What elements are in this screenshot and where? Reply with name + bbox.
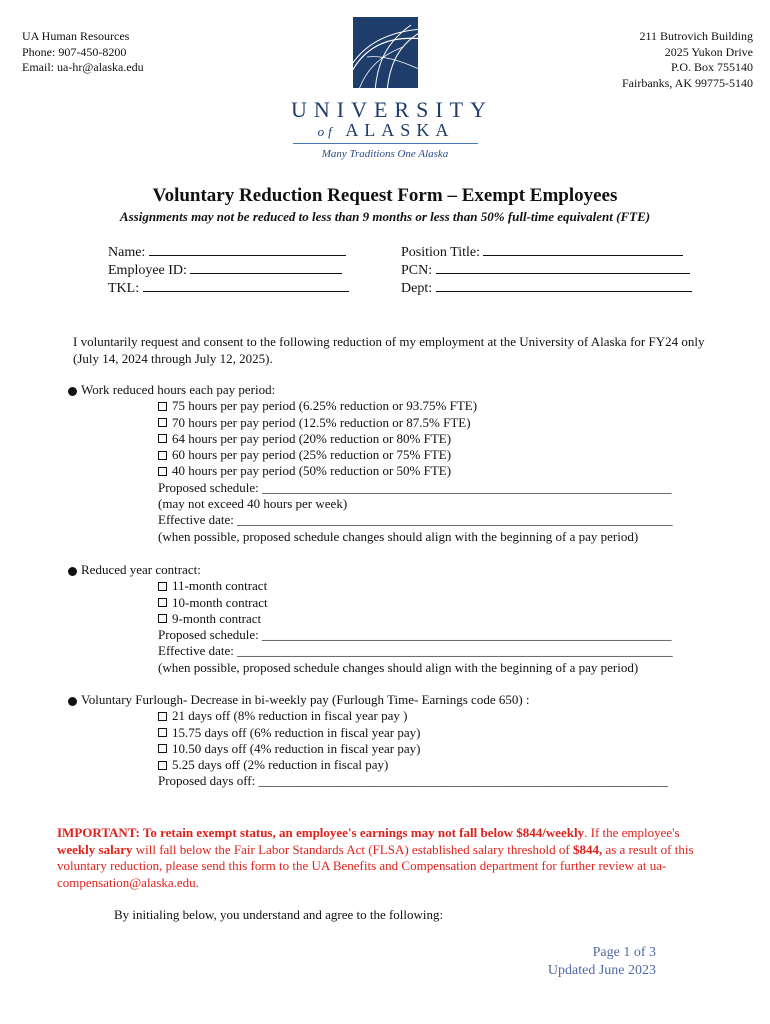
hours-option-label: 40 hours per pay period (50% reduction or 50% FTE) xyxy=(172,463,452,479)
hours-note-align: (when possible, proposed schedule changes should align with the beginning of a pay period) xyxy=(158,528,639,544)
hours-note-max: (may not exceed 40 hours per week) xyxy=(158,496,348,512)
contract-option-label: 9-month contract xyxy=(172,610,262,626)
checkbox[interactable] xyxy=(158,614,167,623)
hr-contact-block xyxy=(22,29,144,76)
hours-proposed-schedule[interactable]: Proposed schedule: _______________________________________________________________ xyxy=(158,479,672,495)
checkbox[interactable] xyxy=(158,744,167,753)
updated-date: Updated June 2023 xyxy=(547,963,656,978)
important-notice xyxy=(57,825,717,891)
position-title-field[interactable] xyxy=(401,243,683,262)
address-city: Fairbanks, AK 99775-5140 xyxy=(622,75,753,90)
logo-emblem xyxy=(353,17,418,88)
address-street: 2025 Yukon Drive xyxy=(664,44,753,59)
hours-option[interactable] xyxy=(68,463,748,479)
page-number: Page 1 of 3 xyxy=(592,945,656,960)
checkbox[interactable] xyxy=(158,467,167,476)
reduced-hours-heading[interactable] xyxy=(68,382,748,398)
important-amount: $844, xyxy=(572,841,603,857)
form-subtitle: Assignments may not be reduced to less than 9 months or less than 50% full-time equivalent (FTE) xyxy=(119,209,651,224)
checkbox[interactable] xyxy=(158,451,167,460)
name-label: Name: xyxy=(108,245,146,260)
reduced-year-section xyxy=(68,562,748,676)
furlough-option-label: 15.75 days off (6% reduction in fiscal year pay) xyxy=(172,724,421,740)
hours-option-label: 70 hours per pay period (12.5% reduction or 87.5% FTE) xyxy=(172,414,471,430)
furlough-option[interactable] xyxy=(68,757,748,773)
hours-option-label: 64 hours per pay period (20% reduction or 80% FTE) xyxy=(172,430,452,446)
important-text-3: as a result of this voluntary reduction, please send this form to the UA Benefits and Compensation department for further review at ua-compensation@alaska.edu. xyxy=(57,841,694,890)
important-text-1: . If the employee's xyxy=(584,825,680,840)
employee-id-line[interactable] xyxy=(190,261,342,274)
contract-option-label: 10-month contract xyxy=(172,594,268,610)
logo-university-text: UNIVERSITY xyxy=(291,97,493,122)
important-weekly-salary: weekly salary xyxy=(57,841,133,857)
logo-divider xyxy=(293,143,478,144)
pcn-label: PCN: xyxy=(401,263,433,278)
reduced-hours-heading-text: Work reduced hours each pay period: xyxy=(81,382,276,397)
logo-alaska-text: ALASKA xyxy=(345,120,455,140)
checkbox[interactable] xyxy=(158,434,167,443)
position-title-label: Position Title: xyxy=(401,245,480,260)
bullet-icon xyxy=(68,697,77,706)
reduced-hours-section xyxy=(68,382,748,545)
page-footer xyxy=(548,944,656,980)
important-text-2: will fall below the Fair Labor Standards Act (FLSA) established salary threshold of xyxy=(132,841,573,857)
name-line[interactable] xyxy=(149,243,346,256)
bullet-icon xyxy=(68,567,77,576)
furlough-option[interactable] xyxy=(68,708,748,724)
checkbox[interactable] xyxy=(158,712,167,721)
position-title-line[interactable] xyxy=(483,243,683,256)
tkl-label: TKL: xyxy=(108,281,140,296)
hours-option[interactable] xyxy=(68,415,748,431)
hours-option[interactable] xyxy=(68,447,748,463)
furlough-option[interactable] xyxy=(68,741,748,757)
form-title: Voluntary Reduction Request Form – Exempt Employees xyxy=(152,185,618,206)
name-field[interactable] xyxy=(108,243,346,262)
logo-alaska-line xyxy=(291,120,481,141)
pcn-field[interactable] xyxy=(401,261,690,280)
hours-option-label: 60 hours per pay period (25% reduction or 75% FTE) xyxy=(172,447,452,463)
reduced-year-heading[interactable] xyxy=(68,562,748,578)
employee-id-label: Employee ID: xyxy=(108,263,187,278)
furlough-option[interactable] xyxy=(68,725,748,741)
contract-option[interactable] xyxy=(68,595,748,611)
address-po-box: P.O. Box 755140 xyxy=(670,60,753,74)
hr-email: Email: ua-hr@alaska.edu xyxy=(22,60,144,74)
hours-effective-date[interactable]: Effective date: ___________________________________________________________________ xyxy=(158,512,673,528)
employee-id-field[interactable] xyxy=(108,261,342,280)
pcn-line[interactable] xyxy=(436,261,690,274)
tkl-field[interactable] xyxy=(108,279,349,298)
contract-note-align: (when possible, proposed schedule changes should align with the beginning of a pay period) xyxy=(158,659,639,675)
checkbox[interactable] xyxy=(158,598,167,607)
contract-option[interactable] xyxy=(68,578,748,594)
furlough-proposed-days[interactable]: Proposed days off: _______________________________________________________________ xyxy=(158,773,669,789)
dept-label: Dept: xyxy=(401,281,433,296)
furlough-section xyxy=(68,692,748,790)
checkbox[interactable] xyxy=(158,418,167,427)
consent-statement: I voluntarily request and consent to the following reduction of my employment at the University of Alaska for FY24 only (July 14, 2024 through July 12, 2025). xyxy=(73,334,705,366)
contract-option[interactable] xyxy=(68,611,748,627)
contract-option-label: 11-month contract xyxy=(172,578,268,594)
checkbox[interactable] xyxy=(158,402,167,411)
hours-option[interactable] xyxy=(68,431,748,447)
checkbox[interactable] xyxy=(158,728,167,737)
furlough-heading[interactable] xyxy=(68,692,748,708)
contract-proposed-schedule[interactable]: Proposed schedule: _______________________________________________________________ xyxy=(158,627,672,643)
dept-line[interactable] xyxy=(436,279,692,292)
important-lead: IMPORTANT: To retain exempt status, an employee's earnings may not fall below $844/weekly xyxy=(57,825,585,840)
reduced-year-heading-text: Reduced year contract: xyxy=(81,562,201,577)
furlough-option-label: 21 days off (8% reduction in fiscal year pay ) xyxy=(172,708,408,724)
furlough-option-label: 10.50 days off (4% reduction in fiscal year pay) xyxy=(172,740,421,756)
checkbox[interactable] xyxy=(158,761,167,770)
hr-phone: Phone: 907-450-8200 xyxy=(22,44,127,59)
bullet-icon xyxy=(68,387,77,396)
address-building: 211 Butrovich Building xyxy=(639,29,753,43)
furlough-heading-text: Voluntary Furlough- Decrease in bi-weekly pay (Furlough Time- Earnings code 650) : xyxy=(81,692,530,707)
dept-field[interactable] xyxy=(401,279,692,298)
furlough-option-label: 5.25 days off (2% reduction in fiscal pay) xyxy=(172,757,389,773)
hr-department: UA Human Resources xyxy=(22,29,130,43)
tkl-line[interactable] xyxy=(143,279,349,292)
contract-effective-date[interactable]: Effective date: ___________________________________________________________________ xyxy=(158,643,673,659)
hours-option[interactable] xyxy=(68,398,748,414)
logo-of-text: of xyxy=(317,124,336,139)
logo-tagline: Many Traditions One Alaska xyxy=(321,148,449,160)
checkbox[interactable] xyxy=(158,582,167,591)
initialing-statement: By initialing below, you understand and agree to the following: xyxy=(114,907,444,922)
hours-option-label: 75 hours per pay period (6.25% reduction or 93.75% FTE) xyxy=(172,398,478,414)
address-block xyxy=(622,29,753,91)
